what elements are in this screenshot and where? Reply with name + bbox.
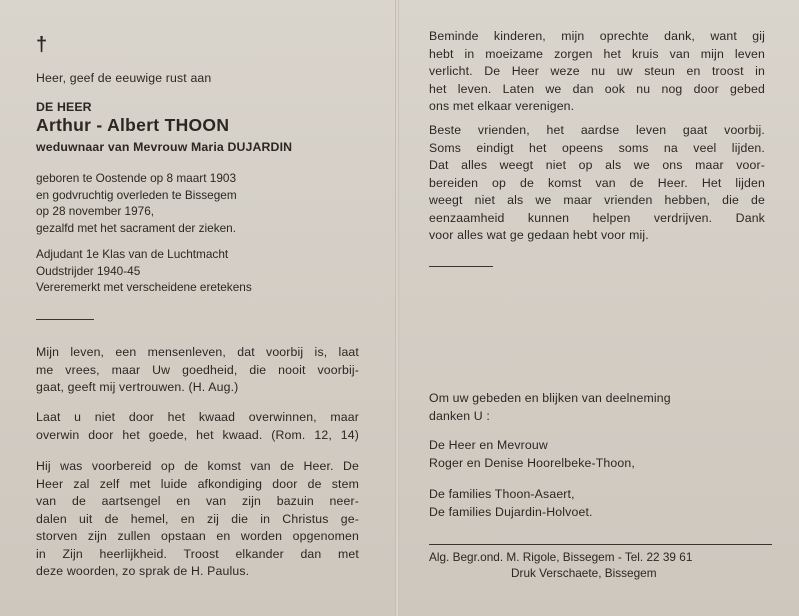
- title-line: DE HEER: [36, 100, 92, 114]
- quote-line: storven zijn zullen opstaan en worden opgenomen: [36, 529, 359, 543]
- paragraph-line: Soms eindigt het opeens soms na veel lijden.: [429, 140, 765, 155]
- sacrament-line: gezalfd met het sacrament der zieken.: [36, 220, 236, 235]
- quote-line: dalen uit de hemel, en zij die in Christus ge-: [36, 511, 359, 526]
- paragraph-line: verlicht. De Heer weze nu uw steun en troost in: [429, 64, 765, 78]
- left-page: [0, 0, 395, 616]
- death-line: en godvruchtig overleden te Bissegem: [36, 187, 237, 202]
- quote-line: van de aartsengel en van zijn bazuin neer-: [36, 494, 359, 508]
- cross-symbol: †: [36, 34, 48, 56]
- honor-line: Vereremerkt met verscheidene eretekens: [36, 280, 252, 294]
- deceased-name: Arthur - Albert THOON: [36, 115, 230, 135]
- right-page: [399, 0, 799, 616]
- children-paragraph: [429, 28, 765, 116]
- paragraph-line: bereiden op de komst van de Heer. Het lijden: [429, 175, 765, 190]
- family-line: De families Dujardin-Holvoet.: [429, 504, 593, 519]
- thanks-line: Om uw gebeden en blijken van deelneming: [429, 391, 671, 405]
- family-line: De Heer en Mevrouw: [429, 438, 548, 452]
- family-block-2: [429, 486, 593, 521]
- honor-line: Adjudant 1e Klas van de Luchtmacht: [36, 247, 229, 261]
- honors-block: [36, 246, 252, 296]
- quote-line: deze woorden, zo sprak de H. Paulus.: [36, 564, 250, 578]
- footer-rule: [429, 544, 772, 545]
- divider: [36, 319, 94, 320]
- family-block-1: [429, 437, 635, 472]
- family-line: De families Thoon-Asaert,: [429, 487, 575, 501]
- honor-line: Oudstrijder 1940-45: [36, 263, 141, 278]
- quote-romans: [36, 409, 359, 444]
- quote-augustine: [36, 344, 359, 397]
- quote-paulus: [36, 458, 359, 581]
- friends-paragraph: [429, 122, 765, 245]
- prayer-line: Heer, geef de eeuwige rust aan: [36, 71, 212, 85]
- birth-line: geboren te Oostende op 8 maart 1903: [36, 171, 237, 185]
- paragraph-line: ons met elkaar verenigen.: [429, 99, 575, 113]
- quote-line: gaat, geeft mij vertrouwen. (H. Aug.): [36, 380, 239, 394]
- thanks-line: danken U :: [429, 408, 490, 423]
- quote-line: Mijn leven, een mensenleven, dat voorbij is, laat: [36, 345, 359, 359]
- thanks-block: [429, 390, 671, 425]
- quote-line: in Zijn heerlijkheid. Troost elkander dan met: [36, 546, 359, 561]
- divider: [429, 266, 493, 267]
- birth-death-block: [36, 170, 237, 236]
- quote-line: Hij was voorbereid op de komst van de Heer. De: [36, 459, 359, 473]
- paragraph-line: hebt in moeizame zorgen het kruis van mijn leven: [429, 46, 765, 61]
- spouse-line: weduwnaar van Mevrouw Maria DUJARDIN: [36, 140, 293, 154]
- paragraph-line: het leven. Laten we dan ook nu nog door gebed: [429, 81, 765, 96]
- quote-line: Heer zal zelf met luide afkondiging door de stem: [36, 476, 359, 491]
- paragraph-line: Beminde kinderen, mijn oprechte dank, want gij: [429, 29, 765, 43]
- paragraph-line: Beste vrienden, het aardse leven gaat voorbij.: [429, 123, 765, 137]
- family-line: Roger en Denise Hoorelbeke-Thoon,: [429, 455, 635, 470]
- quote-line: me vrees, maar Uw goedheid, die nooit voorbij-: [36, 362, 359, 377]
- paragraph-line: eenzaamheid kunnen helpen verdrijven. Dank: [429, 210, 765, 225]
- printer-line: Druk Verschaete, Bissegem: [511, 566, 657, 580]
- paragraph-line: weegt niet als we maar vrienden hebben, die de: [429, 193, 765, 207]
- funeral-home-line: Alg. Begr.ond. M. Rigole, Bissegem - Tel. 22 39 61: [429, 550, 693, 564]
- quote-line: Laat u niet door het kwaad overwinnen, maar: [36, 410, 359, 424]
- quote-line: overwin door het goede, het kwaad. (Rom. 12, 14): [36, 427, 359, 442]
- paragraph-line: Dat alles weegt niet op als we ons maar voor-: [429, 158, 765, 172]
- paragraph-line: voor alles wat ge gedaan hebt voor mij.: [429, 228, 649, 242]
- death-date-line: op 28 november 1976,: [36, 204, 155, 218]
